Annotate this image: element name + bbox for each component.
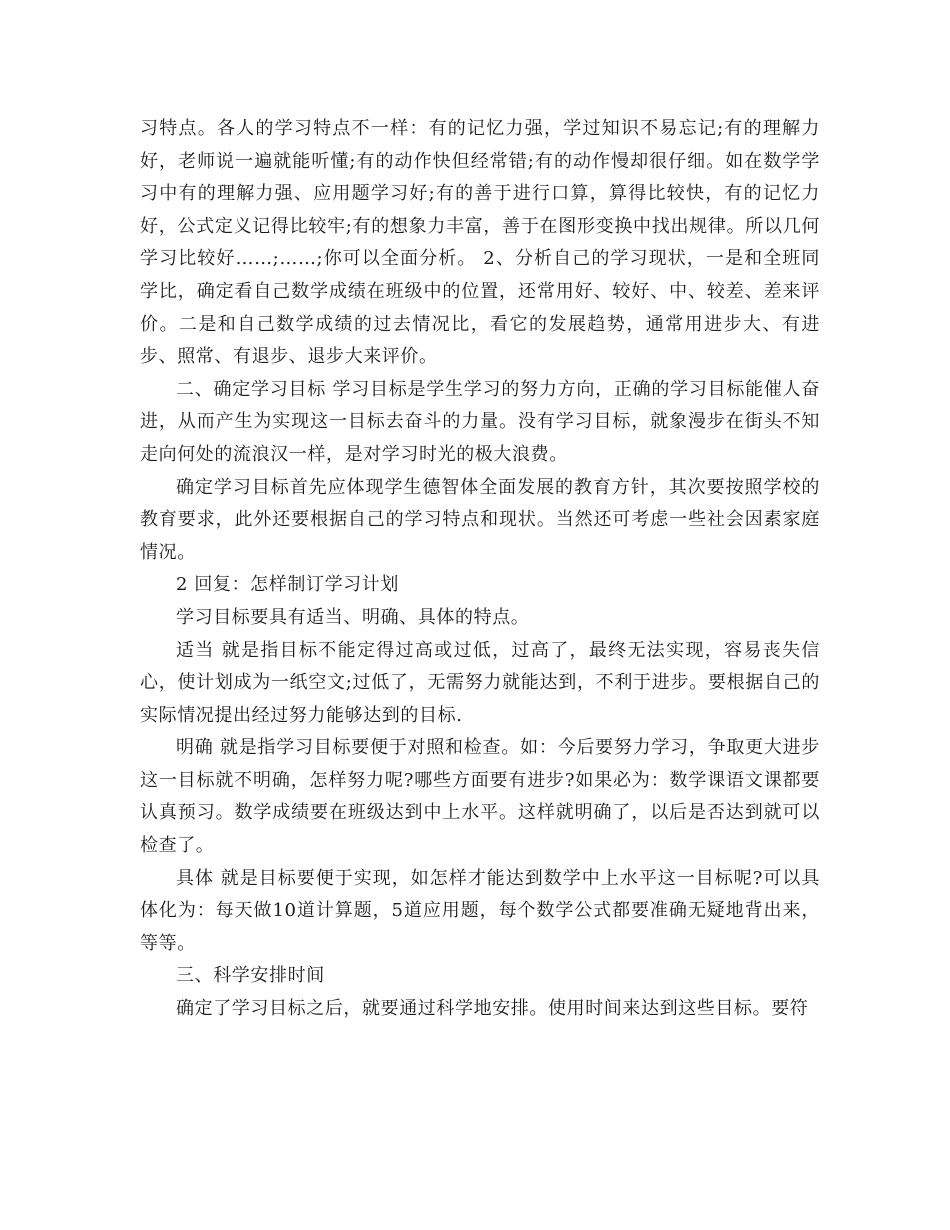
paragraph-goal-features: 学习目标要具有适当、明确、具体的特点。 bbox=[176, 606, 530, 628]
paragraph-goal-basis: 确定学习目标首先应体现学生德智体全面发展的教育方针，其次要按照学校的教育要求，此外还要根据自己的学习特点和现状。当然还可考虑一些社会因素家庭情况。 bbox=[140, 476, 820, 563]
paragraph-clear: 明确 就是指学习目标要便于对照和检查。如：今后要努力学习，争取更大进步这一目标就不明确，怎样努力呢?哪些方面要有进步?如果必为：数学课语文课都要认真预习。数学成绩要在班级达到中上水平。这样就明确了，以后是否达到就可以检查了。 bbox=[140, 737, 820, 857]
paragraph-time-arrangement: 确定了学习目标之后，就要通过科学地安排。使用时间来达到这些目标。要符 bbox=[176, 998, 809, 1020]
section-heading-reply: 2 回复：怎样制订学习计划 bbox=[176, 574, 399, 596]
paragraph-appropriate: 适当 就是指目标不能定得过高或过低，过高了，最终无法实现，容易丧失信心，使计划成为一纸空文;过低了，无需努力就能达到，不利于进步。要根据自己的实际情况提出经过努力能够达到的目标. bbox=[140, 639, 820, 726]
paragraph-specific: 具体 就是目标要便于实现，如怎样才能达到数学中上水平这一目标呢?可以具体化为：每天做10道计算题，5道应用题，每个数学公式都要准确无疑地背出来，等等。 bbox=[140, 867, 820, 954]
paragraph-set-goals: 二、确定学习目标 学习目标是学生学习的努力方向，正确的学习目标能催人奋进，从而产生为实现这一目标去奋斗的力量。没有学习目标，就象漫步在街头不知走向何处的流浪汉一样，是对学习时光的极大浪费。 bbox=[140, 378, 820, 465]
document-page bbox=[140, 113, 820, 1026]
section-heading-time: 三、科学安排时间 bbox=[176, 965, 325, 987]
paragraph-study-traits: 习特点。各人的学习特点不一样：有的记忆力强，学过知识不易忘记;有的理解力好，老师说一遍就能听懂;有的动作快但经常错;有的动作慢却很仔细。如在数学学习中有的理解力强、应用题学习好;有的善于进行口算，算得比较快，有的记忆力好，公式定义记得比较牢;有的想象力丰富，善于在图形变换中找出规律。所以几何学习比较好……;……;你可以全面分析。 2、分析自己的学习现状，一是和全班同学比，确定看自己数学成绩在班级中的位置，还常用好、较好、中、较差、差来评价。二是和自己数学成绩的过去情况比，看它的发展趋势，通常用进步大、有进步、照常、有退步、退步大来评价。 bbox=[140, 118, 820, 368]
